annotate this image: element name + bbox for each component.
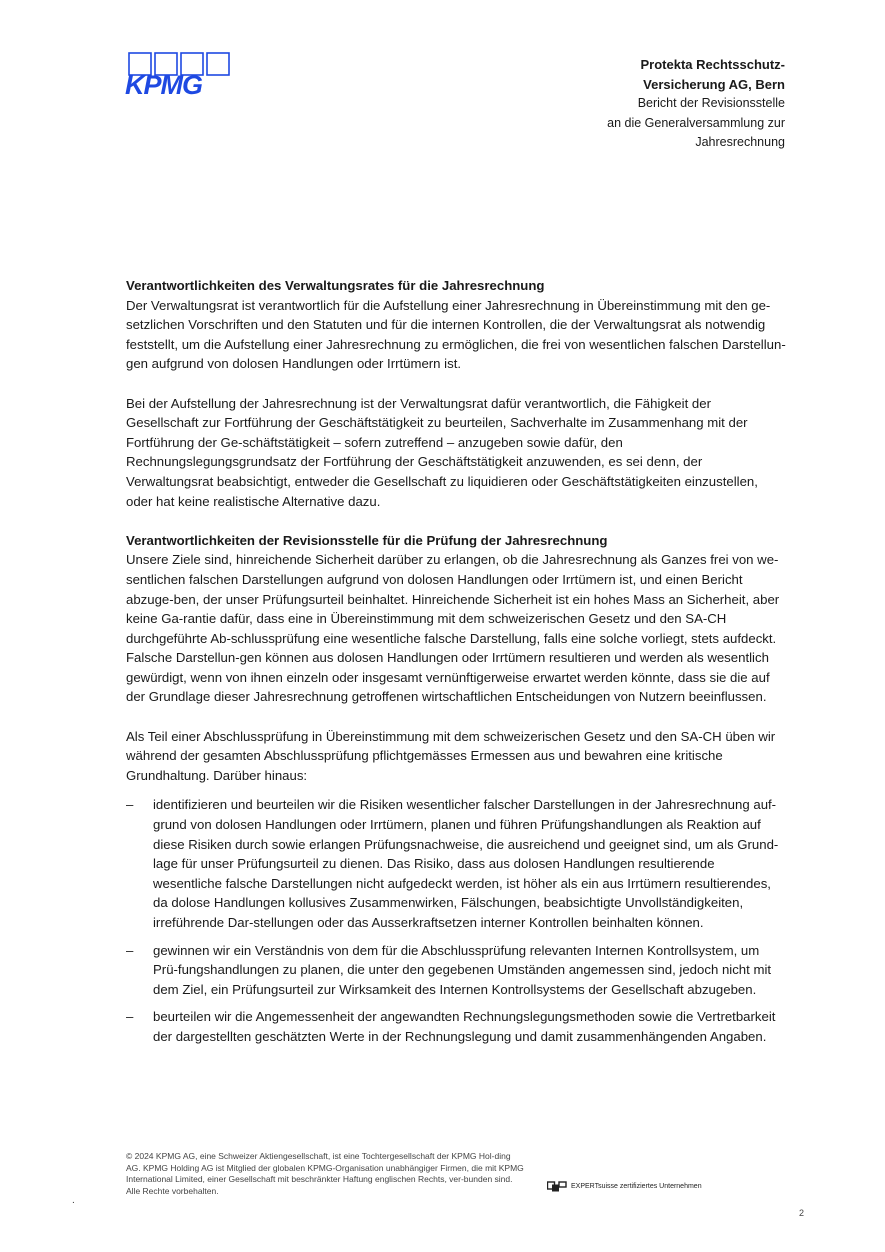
report-subtitle-line3: Jahresrechnung	[695, 135, 785, 149]
dash-bullet: –	[126, 942, 134, 958]
list-item-text: beurteilen wir die Angemessenheit der angewandten Rechnungslegungsmethoden sowie die Vertretbarkeit der dargestellten geschätzten Werte in der Rechnungslegung und damit zusammenhängenden Angaben.	[153, 1009, 776, 1044]
section-heading-auditor: Verantwortlichkeiten der Revisionsstelle für die Prüfung der Jahresrechnung	[126, 532, 608, 548]
logo-wordmark: KPMG	[125, 70, 202, 97]
document-header	[607, 55, 785, 153]
paragraph: Der Verwaltungsrat ist verantwortlich für die Aufstellung einer Jahresrechnung in Übereinstimmung mit den ge-setzlichen Vorschriften und den Statuten und für die internen Kontrollen, die der Verwaltungsrat als notwendig feststellt, um die Aufstellung einer Jahresrechnung zu ermöglichen, die frei von wesentlichen falschen Darstellun-gen aufgrund von dolosen Handlungen oder Irrtümern ist.	[126, 297, 786, 372]
dash-bullet: –	[126, 797, 134, 813]
list-item-text: gewinnen wir ein Verständnis von dem für die Abschlussprüfung relevanten Internen Kontrollsystem, um Prü-fungshandlungen zu planen, die unter den gegebenen Umständen angemessen sind, jedoch nicht mit dem Ziel, ein Prüfungsurteil zur Wirksamkeit des Internen Kontrollsystems der Gesellschaft abzugeben.	[153, 942, 772, 997]
list-item	[126, 1007, 786, 1046]
company-name-line2: Versicherung AG, Bern	[643, 76, 785, 92]
margin-dot: .	[72, 1195, 75, 1206]
kpmg-logo	[124, 51, 234, 97]
company-name-line1: Protekta Rechtsschutz-	[640, 57, 785, 72]
bullet-list	[126, 795, 786, 1046]
report-body	[126, 276, 786, 1055]
expertsuisse-logo-icon	[547, 1181, 567, 1192]
list-item-text: identifizieren und beurteilen wir die Risiken wesentlicher falscher Darstellungen in der Jahresrechnung auf-grund von dolosen Handlungen oder Irrtümern, planen und führen Prüfungshandlungen als Reaktion auf diese Risiken durch sowie erlangen Prüfungsnachweise, die ausreichend und geeignet sind, um als Grund-lage für unser Prüfungsurteil zu dienen. Das Risiko, dass aus dolosen Handlungen resultierende wesentliche falsche Darstellungen nicht aufgedeckt werden, ist höher als ein aus Irrtümern resultierendes, da dolose Handlungen kollusives Zusammenwirken, Fälschungen, beabsichtigte Unvollständigkeiten, irreführende Dar-stellungen oder das Ausserkraftsetzen interner Kontrollen beinhalten können.	[153, 797, 779, 930]
paragraph: Bei der Aufstellung der Jahresrechnung ist der Verwaltungsrat dafür verantwortlich, die Fähigkeit der Gesellschaft zur Fortführung der Geschäftstätigkeit zu beurteilen, Sachverhalte im Zusammenhang mit der Fortführung der Ge-schäftstätigkeit – sofern zutreffend – anzugeben sowie dafür, den Rechnungslegungsgrundsatz der Fortführung der Geschäftstätigkeit anzuwenden, es sei denn, der Verwaltungsrat beabsichtigt, entweder die Gesellschaft zu liquidieren oder Geschäftstätigkeiten einzustellen, oder hat keine realistische Alternative dazu.	[126, 395, 758, 509]
expertsuisse-badge	[547, 1181, 702, 1192]
report-subtitle-line2: an die Generalversammlung zur	[607, 115, 785, 130]
list-item	[126, 795, 786, 932]
footer-legal-notice: © 2024 KPMG AG, eine Schweizer Aktiengesellschaft, ist eine Tochtergesellschaft der KPMG Hol-ding AG. KPMG Holding AG ist Mitglied der globalen KPMG-Organisation unabhängiger Firmen, die mit KPMG International Limited, einer Gesellschaft mit beschränkter Haftung englischen Rechts, ver-bunden sind. Alle Rechte vorbehalten.	[126, 1151, 524, 1196]
paragraph: Als Teil einer Abschlussprüfung in Übereinstimmung mit dem schweizerischen Gesetz und den SA-CH üben wir während der gesamten Abschlussprüfung pflichtgemässes Ermessen aus und bewahren eine kritische Grundhaltung. Darüber hinaus:	[126, 728, 776, 783]
section-heading-board: Verantwortlichkeiten des Verwaltungsrates für die Jahresrechnung	[126, 278, 545, 293]
page-number: 2	[799, 1208, 805, 1218]
report-subtitle-line1: Bericht der Revisionsstelle	[637, 96, 785, 110]
dash-bullet: –	[126, 1009, 134, 1025]
expertsuisse-label: EXPERTsuisse zertifiziertes Unternehmen	[571, 1183, 702, 1190]
paragraph: Unsere Ziele sind, hinreichende Sicherheit darüber zu erlangen, ob die Jahresrechnung als Ganzes frei von we-sentlichen falschen Darstellungen aufgrund von dolosen Handlungen oder Irrtümern ist, und einen Bericht abzuge-ben, der unser Prüfungsurteil beinhaltet. Hinreichende Sicherheit ist ein hohes Mass an Sicherheit, aber keine Ga-rantie dafür, dass eine in Übereinstimmung mit dem schweizerischen Gesetz und den SA-CH durchgeführte Ab-schlussprüfung eine wesentliche falsche Darstellung, falls eine solche vorliegt, stets aufdeckt. Falsche Darstellun-gen können aus dolosen Handlungen oder Irrtümern resultieren und werden als wesentlich gewürdigt, wenn von ihnen einzeln oder insgesamt vernünftigerweise erwartet werden könnte, dass sie die auf der Grundlage dieser Jahresrechnung getroffenen wirtschaftlichen Entscheidungen von Nutzern beeinflussen.	[126, 552, 780, 705]
list-item	[126, 941, 786, 1000]
